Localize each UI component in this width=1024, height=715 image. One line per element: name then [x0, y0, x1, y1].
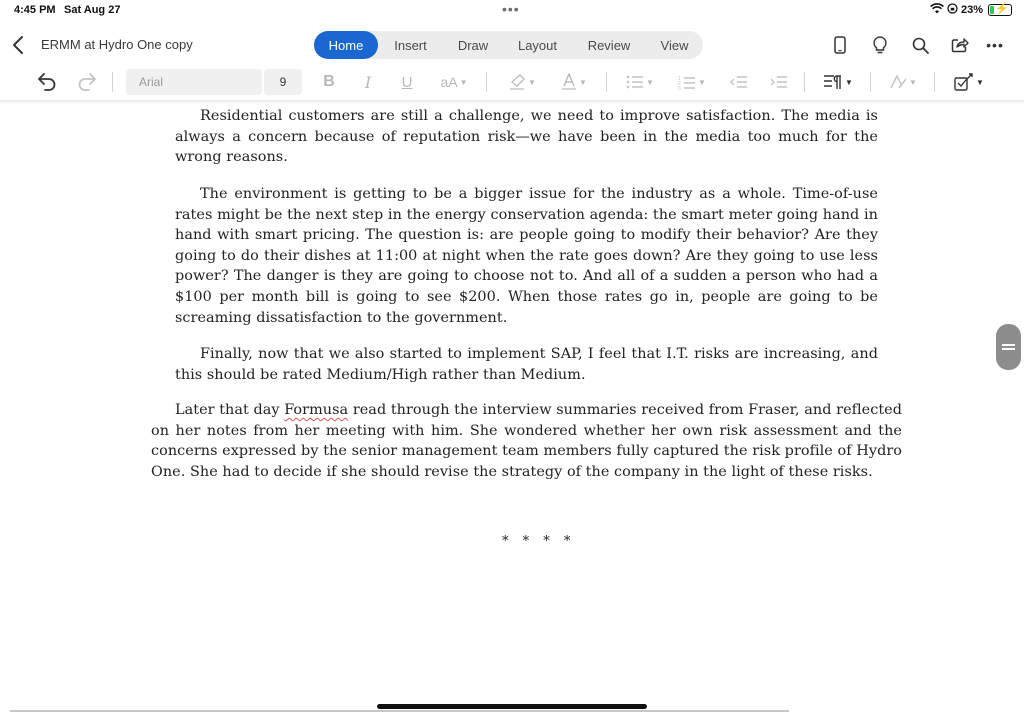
chevron-down-icon: ▼ — [976, 77, 984, 87]
svg-text:3: 3 — [678, 85, 681, 90]
editor-icon[interactable] — [951, 70, 987, 94]
status-bar — [0, 0, 1024, 22]
chevron-down-icon: ▼ — [646, 77, 654, 87]
decrease-indent-icon[interactable] — [728, 70, 750, 94]
ribbon-tab-bar — [314, 31, 703, 59]
spelling-flagged-word[interactable]: Formusa — [284, 402, 349, 418]
increase-indent-icon[interactable] — [768, 70, 790, 94]
font-size-change-button[interactable] — [436, 70, 472, 94]
search-icon[interactable] — [900, 34, 940, 56]
tab-layout[interactable]: Layout — [517, 37, 558, 53]
tab-insert[interactable]: Insert — [394, 37, 427, 53]
page-edge-divider — [10, 710, 789, 712]
multitasking-dots-icon[interactable]: ••• — [502, 1, 520, 17]
undo-icon[interactable] — [34, 70, 60, 94]
formatting-toolbar — [0, 66, 1024, 98]
svg-text:1: 1 — [678, 75, 681, 82]
chevron-down-icon: ▼ — [909, 77, 917, 87]
battery-percent: 23% — [960, 4, 983, 16]
toolbar-divider — [934, 72, 935, 92]
numbering-icon[interactable] — [675, 70, 709, 94]
toolbar-divider — [486, 72, 487, 92]
redo-icon[interactable] — [74, 70, 100, 94]
grip-icon — [1002, 344, 1015, 350]
font-color-icon[interactable] — [557, 70, 591, 94]
chevron-down-icon: ▼ — [459, 77, 468, 87]
svg-text:2: 2 — [678, 80, 681, 87]
status-time: 4:45 PM — [14, 4, 56, 16]
title-row — [0, 30, 1024, 60]
paragraph-residential-customers[interactable]: Residential customers are still a challenge, we need to improve satisfaction. The media is always a concern because of reputation risk—we have been in the media too much for the wrong reasons. — [175, 108, 878, 166]
paragraph-icon[interactable] — [820, 70, 856, 94]
chevron-left-icon — [12, 35, 24, 55]
bullets-icon[interactable] — [623, 70, 657, 94]
font-size-change-label: aA — [440, 74, 458, 90]
paragraph-later-that-day[interactable] — [151, 400, 902, 482]
wifi-icon — [930, 3, 944, 17]
status-date: Sat Aug 27 — [64, 4, 121, 16]
chevron-down-icon: ▼ — [579, 77, 587, 87]
phone-icon[interactable] — [820, 34, 860, 56]
toolbar-divider — [870, 72, 871, 92]
paragraph-environment[interactable]: The environment is getting to be a bigger issue for the industry as a whole. Time-of-use rates might be the next step in the energy conservation agenda: the smart meter going hand in hand with smart pricing. The question is: are people going to modify their behavior? Are they going to do their dishes at 11:00 at night when the rate goes down? Are they going to use less power? The danger is they are going to choose not to. And all of a sudden a person who had a $100 per month bill is going to see $200. When those rates go in, people are going to be screaming dissatisfaction to the government. — [175, 186, 878, 326]
italic-button[interactable]: I — [364, 72, 372, 92]
battery-icon — [988, 4, 1012, 16]
scroll-handle[interactable] — [996, 324, 1021, 370]
section-separator: * * * * — [502, 534, 576, 549]
text-run: Later that day — [175, 402, 285, 418]
text-run: read through the interview summaries received from Fraser, and reflected on her notes from her meeting with him. She wondered whether her own risk assessment and the concerns expressed by the senior management team members fully captured the risk profile of Hydro One. She had to decide if she should revise the strategy of the company in the light of these risks. — [151, 402, 902, 480]
toolbar-divider — [804, 72, 805, 92]
home-indicator[interactable] — [377, 704, 647, 709]
chevron-down-icon: ▼ — [845, 77, 853, 87]
orientation-lock-icon — [947, 3, 958, 17]
tab-home[interactable]: Home — [314, 31, 378, 59]
tab-view[interactable]: View — [660, 37, 689, 53]
font-name-field[interactable]: Arial — [126, 69, 262, 95]
paragraph-it-risks[interactable]: Finally, now that we also started to implement SAP, I feel that I.T. risks are increasing, and this should be rated Medium/High rather than Medium. — [175, 346, 878, 383]
toolbar-divider — [112, 72, 113, 92]
highlight-icon[interactable] — [505, 70, 539, 94]
bold-button[interactable]: B — [323, 73, 335, 90]
styles-icon[interactable] — [886, 70, 920, 94]
back-button[interactable] — [8, 33, 28, 57]
underline-button[interactable]: U — [401, 73, 413, 91]
tab-review[interactable]: Review — [587, 37, 631, 53]
font-size-field[interactable]: 9 — [264, 69, 302, 95]
battery-level — [990, 6, 994, 14]
tab-draw[interactable]: Draw — [457, 37, 489, 53]
share-icon[interactable] — [940, 34, 980, 56]
status-right — [930, 3, 1012, 17]
document-page[interactable] — [0, 104, 1024, 704]
document-title[interactable]: ERMM at Hydro One copy — [41, 37, 193, 52]
chevron-down-icon: ▼ — [698, 77, 706, 87]
charging-bolt-icon: ⚡ — [995, 3, 1009, 15]
lightbulb-icon[interactable] — [860, 34, 900, 56]
toolbar-divider — [606, 72, 607, 92]
more-icon[interactable]: ••• — [986, 37, 1004, 53]
title-actions — [820, 34, 1010, 56]
chevron-down-icon: ▼ — [528, 77, 536, 87]
